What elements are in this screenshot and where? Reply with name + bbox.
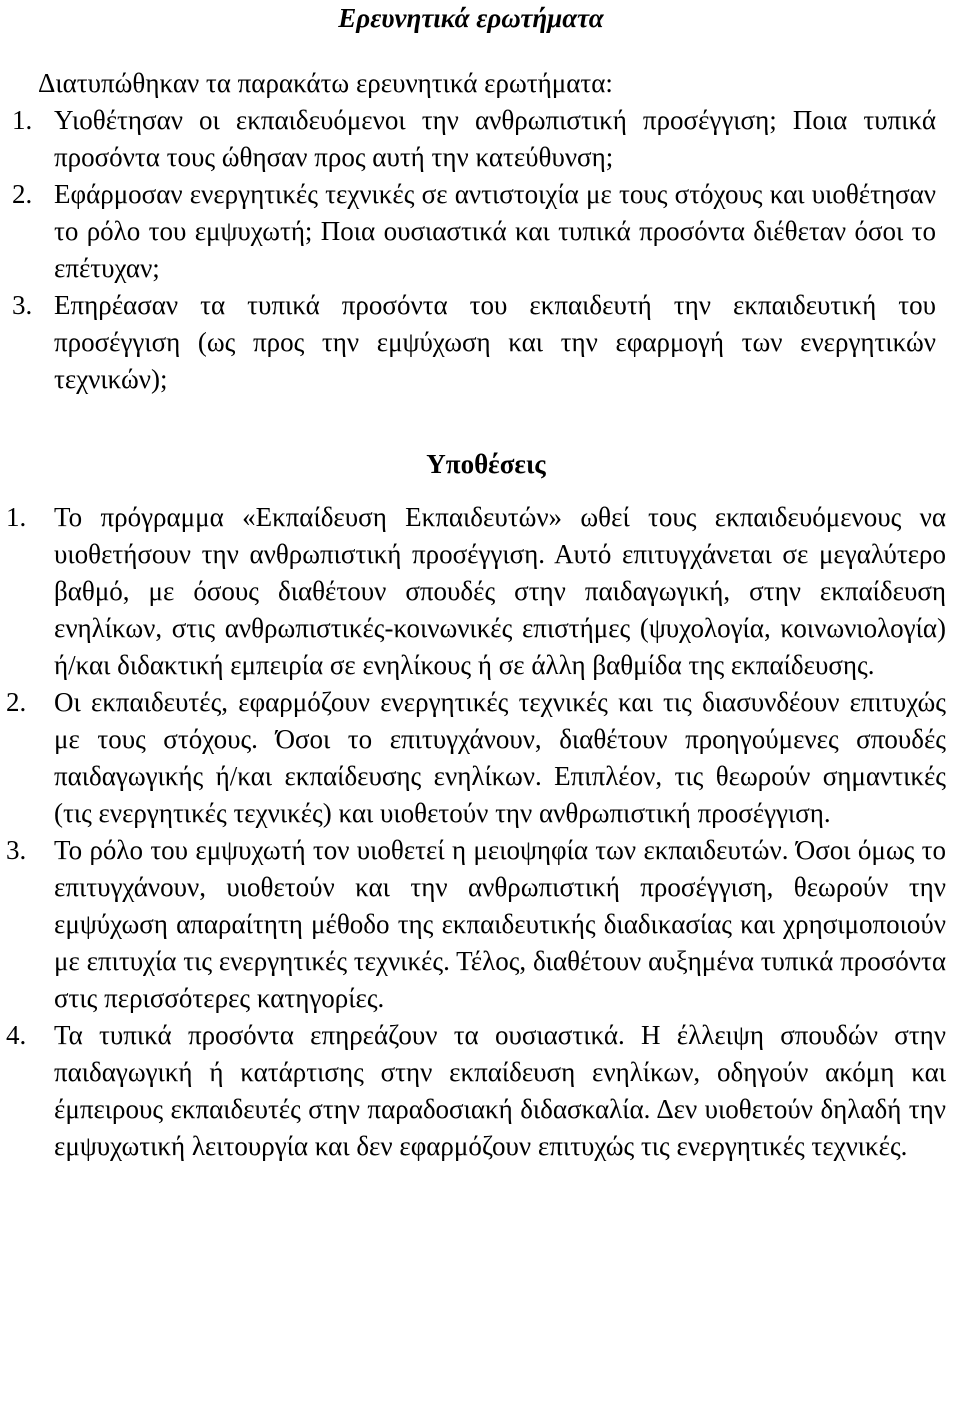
question-text: Υιοθέτησαν οι εκπαιδευόμενοι την ανθρωπιστική προσέγγιση; Ποια τυπικά προσόντα τους ώθησαν προς αυτή την κατεύθυνση; [54, 105, 936, 172]
question-text: Επηρέασαν τα τυπικά προσόντα του εκπαιδευτή την εκπαιδευτική του προσέγγιση (ως προς την εμψύχωση και την εφαρμογή των ενεργητικών τεχνικών); [54, 290, 936, 394]
hypothesis-text: Οι εκπαιδευτές, εφαρμόζουν ενεργητικές τεχνικές και τις διασυνδέουν επιτυχώς με τους στόχους. Όσοι το επιτυγχάνουν, διαθέτουν προηγούμενες σπουδές παιδαγωγικής ή/και εκπαίδευσης ενηλίκων. Επιπλέον, τις θεωρούν σημαντικές (τις ενεργητικές τεχνικές) και υιοθετούν την ανθρωπιστική προσέγγιση. [54, 687, 946, 828]
hypothesis-text: Τα τυπικά προσόντα επηρεάζουν τα ουσιαστικά. Η έλλειψη σπουδών στην παιδαγωγική ή κατάρτισης στην εκπαίδευση ενηλίκων, οδηγούν ακόμη και έμπειρους εκπαιδευτές στην παραδοσιακή διδασκαλία. Δεν υιοθετούν δηλαδή την εμψυχωτική λειτουργία και δεν εφαρμόζουν επιτυχώς τις ενεργητικές τεχνικές. [54, 1020, 946, 1161]
hypothesis-number: 4. [6, 1020, 27, 1050]
questions-list [12, 102, 936, 398]
hypotheses-list [6, 499, 946, 1165]
question-item [12, 287, 936, 398]
question-number: 3. [12, 290, 33, 320]
question-item [12, 176, 936, 287]
question-text: Εφάρμοσαν ενεργητικές τεχνικές σε αντιστοιχία με τους στόχους και υιοθέτησαν το ρόλο του εμψυχωτή; Ποια ουσιαστικά και τυπικά προσόντα διέθεταν όσοι το επέτυχαν; [54, 179, 936, 283]
questions-heading: Ερευνητικά ερωτήματα [338, 3, 604, 33]
hypothesis-item [6, 499, 946, 684]
hypothesis-item [6, 832, 946, 1017]
intro-text: Διατυπώθηκαν τα παρακάτω ερευνητικά ερωτήματα: [38, 68, 613, 98]
hypothesis-number: 1. [6, 502, 27, 532]
hypothesis-text: Το ρόλο του εμψυχωτή τον υιοθετεί η μειοψηφία των εκπαιδευτών. Όσοι όμως το επιτυγχάνουν, υιοθετούν και την ανθρωπιστική προσέγγιση, θεωρούν την εμψύχωση απαραίτητη μέθοδο της εκπαιδευτικής διαδικασίας και χρησιμοποιούν με επιτυχία τις ενεργητικές τεχνικές. Τέλος, διαθέτουν αυξημένα τυπικά προσόντα στις περισσότερες κατηγορίες. [54, 835, 946, 1013]
question-number: 1. [12, 105, 33, 135]
document-page [6, 0, 956, 1165]
hypothesis-text: Το πρόγραμμα «Εκπαίδευση Εκπαιδευτών» ωθεί τους εκπαιδευόμενους να υιοθετήσουν την ανθρωπιστική προσέγγιση. Αυτό επιτυγχάνεται σε μεγαλύτερο βαθμό, με όσους διαθέτουν σπουδές στην παιδαγωγική, στην εκπαίδευση ενηλίκων, στις ανθρωπιστικές-κοινωνικές επιστήμες (ψυχολογία, κοινωνιολογία) ή/και διδακτική εμπειρία σε ενηλίκους ή σε άλλη βαθμίδα της εκπαίδευσης. [54, 502, 946, 680]
question-number: 2. [12, 179, 33, 209]
hypothesis-item [6, 1017, 946, 1165]
hypothesis-item [6, 684, 946, 832]
hypothesis-number: 3. [6, 835, 27, 865]
question-item [12, 102, 936, 176]
hypotheses-heading: Υποθέσεις [426, 449, 546, 479]
hypothesis-number: 2. [6, 687, 27, 717]
